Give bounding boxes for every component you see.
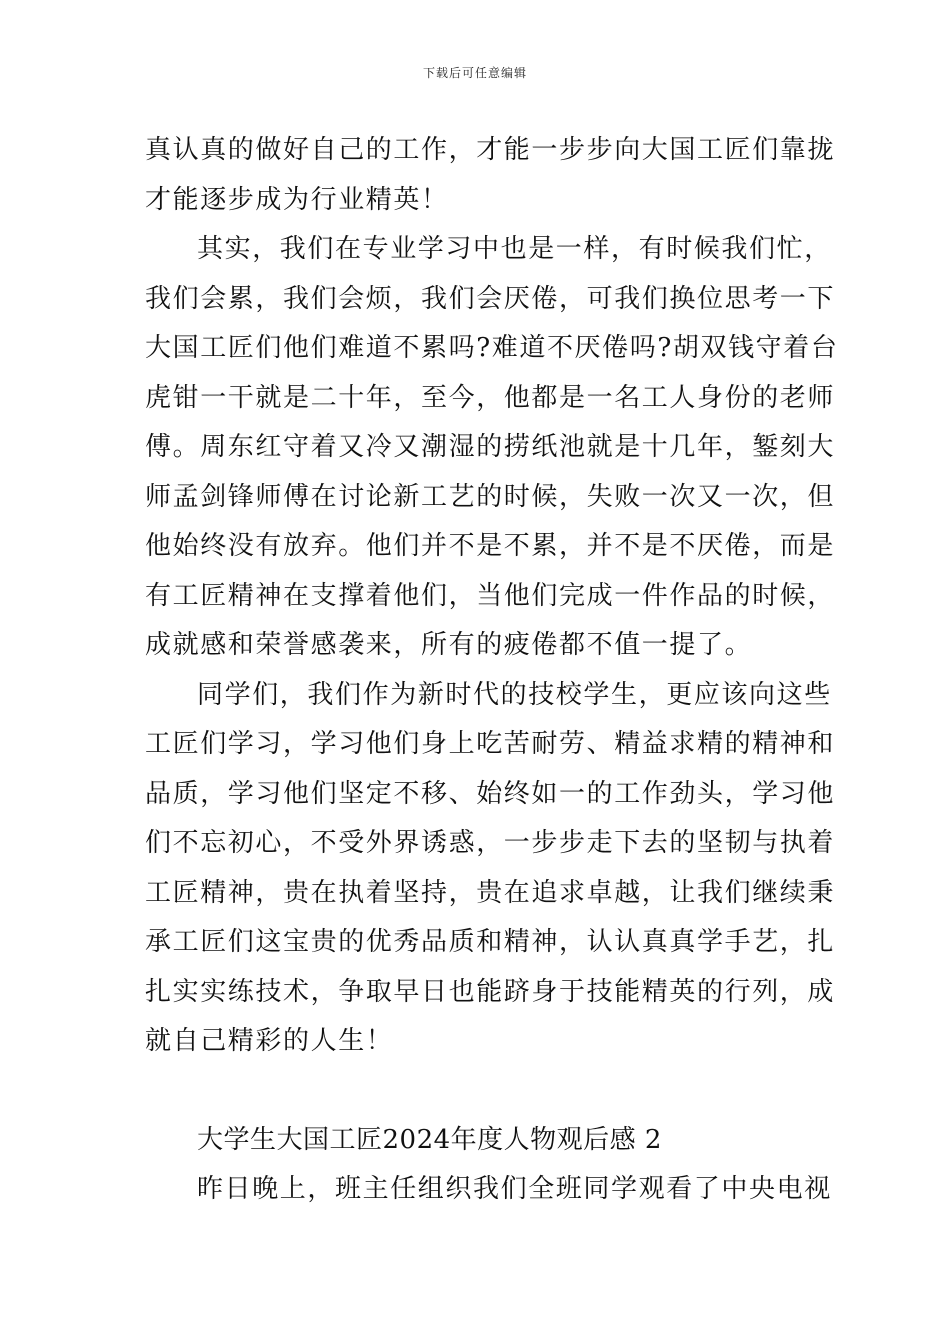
page-header: 下载后可任意编辑 <box>422 66 527 80</box>
text-line: 师孟剑锋师傅在讨论新工艺的时候，失败一次又一次，但 <box>145 481 836 512</box>
text-line: 承工匠们这宝贵的优秀品质和精神，认认真真学手艺，扎 <box>145 927 836 957</box>
paragraph-1 <box>145 126 836 225</box>
text-line: 就自己精彩的人生！ <box>145 1026 394 1056</box>
text-line: 真认真的做好自己的工作，才能一步步向大国工匠们靠拢 <box>145 135 836 165</box>
document-body <box>145 126 839 1215</box>
paragraph-3 <box>145 671 836 1067</box>
text-line: 成就感和荣誉感袭来，所有的疲倦都不值一提了。 <box>145 630 753 660</box>
text-line: 们不忘初心，不受外界诱惑，一步步走下去的坚韧与执着 <box>145 828 836 858</box>
text-line: 同学们，我们作为新时代的技校学生，更应该向这些 <box>197 679 832 710</box>
text-line: 傅。周东红守着又冷又潮湿的捞纸池就是十几年，錾刻大 <box>145 432 836 462</box>
text-line: 虎钳一干就是二十年，至今，他都是一名工人身份的老师 <box>145 382 836 413</box>
text-line: 大国工匠们他们难道不累吗?难道不厌倦吗?胡双钱守着台 <box>145 333 839 363</box>
text-line: 他始终没有放弃。他们并不是不累，并不是不厌倦，而是 <box>145 531 836 561</box>
section-gap <box>145 1067 809 1116</box>
paragraph-2 <box>145 225 839 671</box>
text-line: 工匠精神，贵在执着坚持，贵在追求卓越，让我们继续秉 <box>145 877 836 908</box>
text-line: 有工匠精神在支撑着他们，当他们完成一件作品的时候， <box>145 580 836 611</box>
text-line: 我们会累，我们会烦，我们会厌倦，可我们换位思考一下 <box>145 283 836 314</box>
paragraph-4 <box>145 1165 832 1215</box>
text-line: 工匠们学习，学习他们身上吃苦耐劳、精益求精的精神和 <box>145 729 836 759</box>
text-line: 其实，我们在专业学习中也是一样，有时候我们忙， <box>197 234 832 264</box>
text-line: 扎实实练技术，争取早日也能跻身于技能精英的行列，成 <box>145 976 836 1007</box>
text-line: 昨日晚上，班主任组织我们全班同学观看了中央电视 <box>197 1174 832 1204</box>
text-line: 才能逐步成为行业精英！ <box>145 184 449 215</box>
section-heading: 大学生大国工匠2024年度人物观后感 2 <box>197 1124 662 1155</box>
text-line: 品质，学习他们坚定不移、始终如一的工作劲头，学习他 <box>145 778 836 809</box>
